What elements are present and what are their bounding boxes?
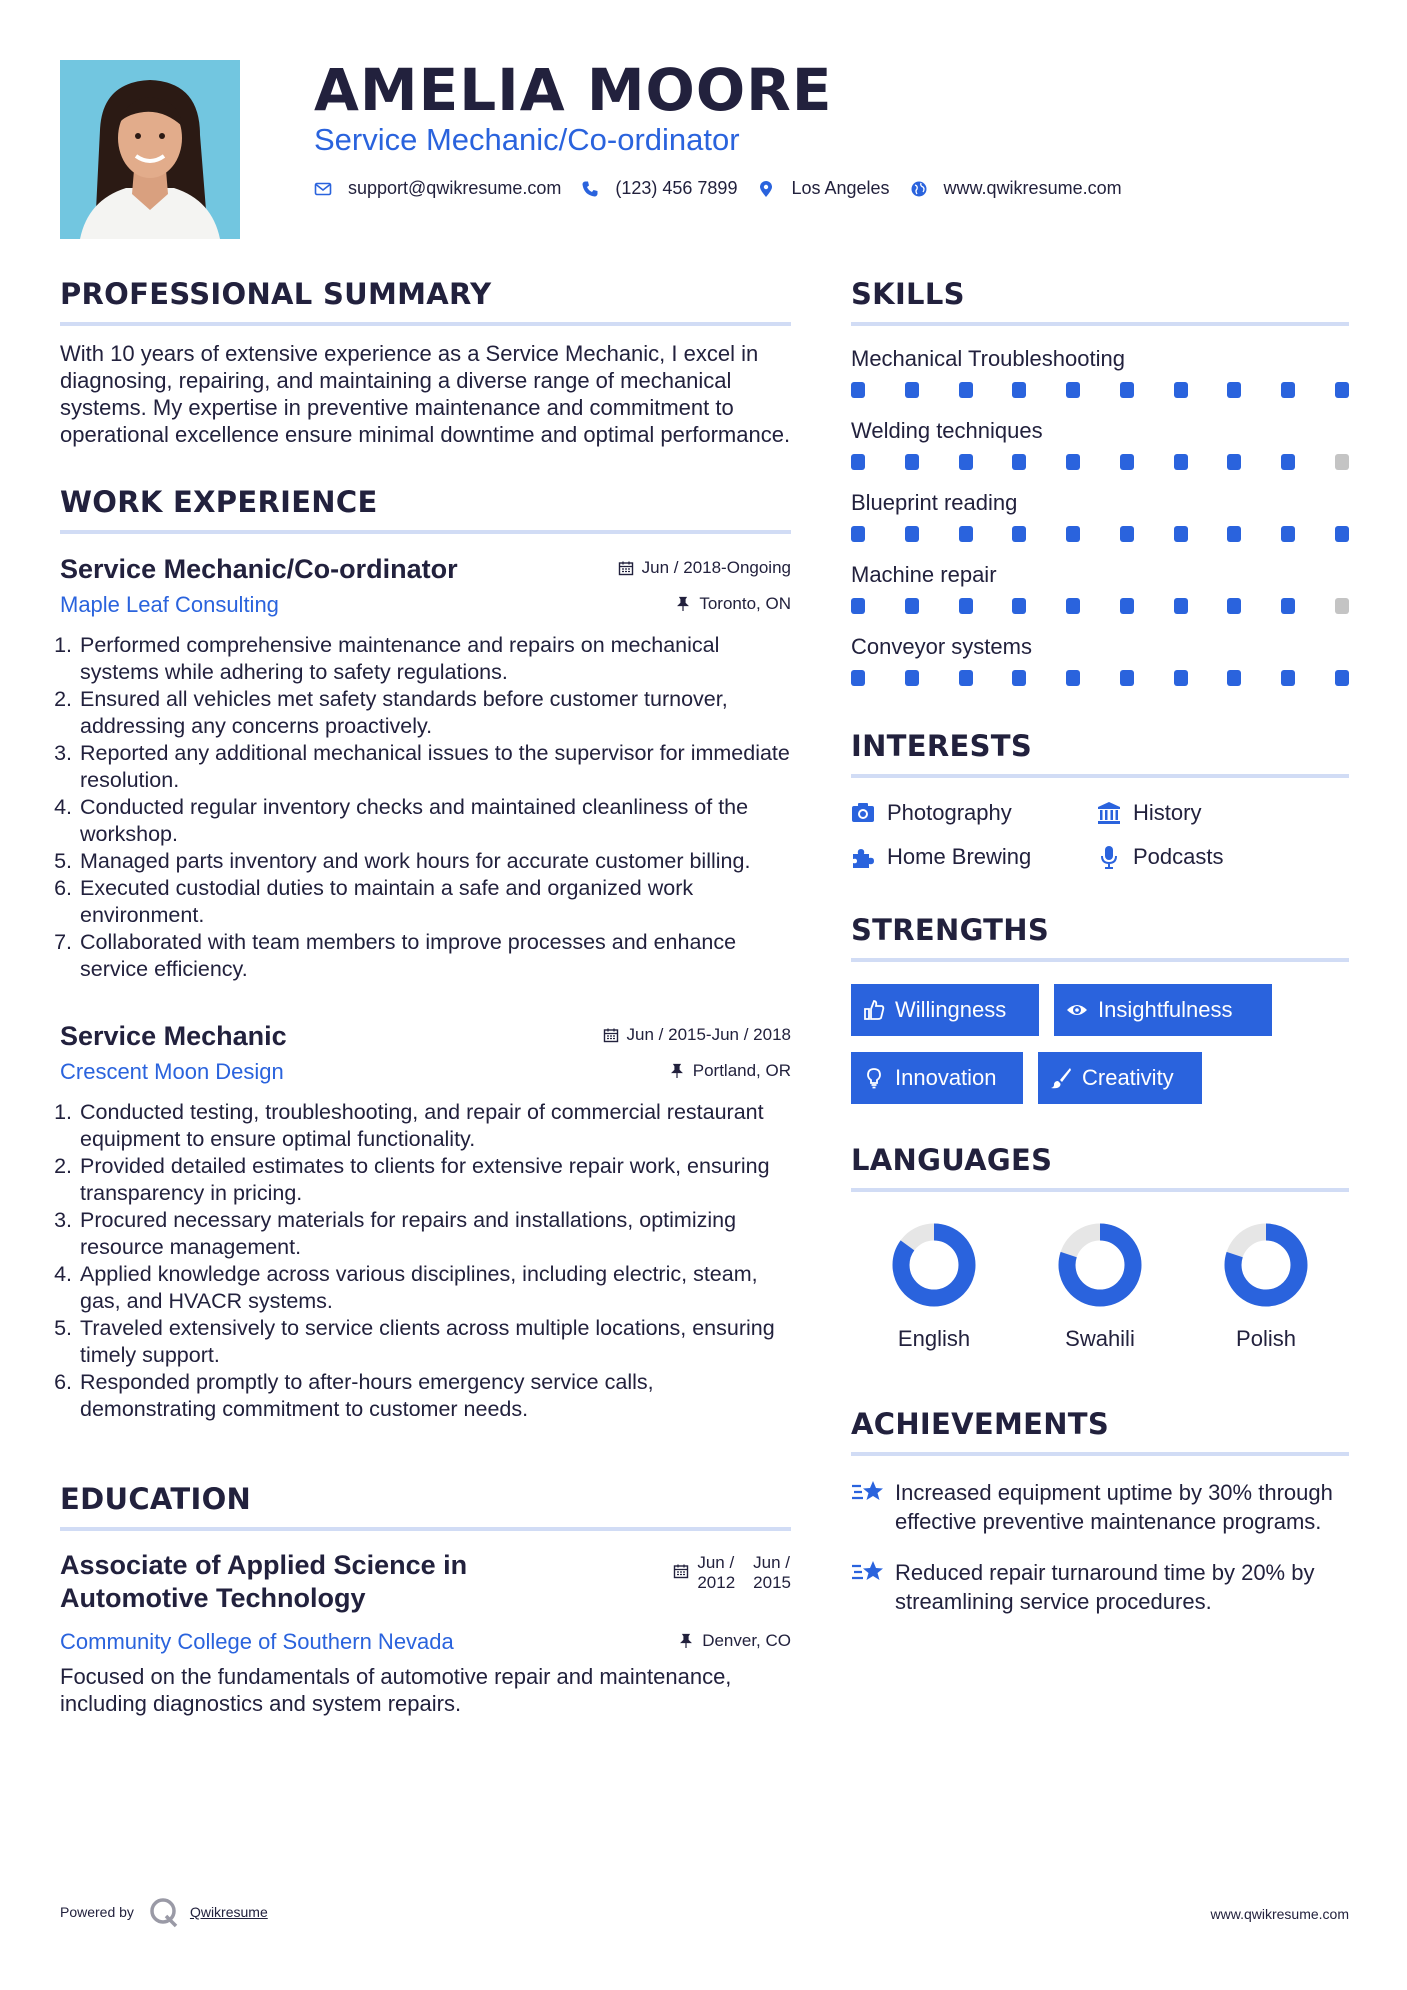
calendar-icon (673, 1563, 689, 1579)
rating-dot-filled (959, 526, 973, 542)
list-item: 5. Traveled extensively to service clients across multiple locations, ensuring timely support. (78, 1315, 791, 1369)
rating-dot-filled (1012, 454, 1026, 470)
summary-title: PROFESSIONAL SUMMARY (60, 274, 791, 326)
rating-dot-filled (1335, 382, 1349, 398)
education-entry (60, 1549, 791, 1717)
rating-dot-empty (1335, 598, 1349, 614)
puzzle-icon (851, 845, 875, 869)
rating-dot-filled (1120, 598, 1134, 614)
skill-rating (851, 454, 1349, 470)
experience-section (60, 482, 791, 1423)
rating-dot-filled (1066, 526, 1080, 542)
rating-dot-filled (905, 454, 919, 470)
rating-dot-filled (1174, 598, 1188, 614)
camera-icon (851, 801, 875, 825)
interest-item (851, 844, 1097, 870)
rating-dot-filled (1174, 670, 1188, 686)
thumbs-up-icon (863, 999, 885, 1021)
powered-by-text: Powered by (60, 1904, 134, 1920)
paintbrush-icon (1050, 1067, 1072, 1089)
rating-dot-filled (1281, 598, 1295, 614)
map-marker-icon (757, 180, 775, 198)
language-gauge (1057, 1222, 1143, 1308)
phone-text: (123) 456 7899 (615, 178, 738, 198)
strength-tag (851, 984, 1039, 1036)
rating-dot-filled (1227, 382, 1241, 398)
skill-rating (851, 598, 1349, 614)
footer-website[interactable]: www.qwikresume.com (1210, 1906, 1349, 1922)
person-portrait-icon (60, 60, 240, 239)
rating-dot-filled (1227, 454, 1241, 470)
achievements-title: ACHIEVEMENTS (851, 1404, 1349, 1456)
rating-dot-filled (1012, 526, 1026, 542)
skill-name: Welding techniques (851, 418, 1043, 443)
rating-dot-filled (851, 670, 865, 686)
contact-bar (314, 178, 1142, 199)
museum-icon (1097, 801, 1121, 825)
list-item: 6. Executed custodial duties to maintain a safe and organized work environment. (78, 875, 791, 929)
rating-dot-filled (1012, 670, 1026, 686)
list-item: 7. Collaborated with team members to improve processes and enhance service efficiency. (78, 929, 791, 983)
rating-dot-filled (1174, 382, 1188, 398)
end-month: Jun / (753, 1553, 791, 1572)
rating-dot-filled (1066, 598, 1080, 614)
qwikresume-logo-icon (148, 1896, 180, 1928)
strength-tag (1054, 984, 1272, 1036)
rating-dot-filled (1335, 670, 1349, 686)
strengths-list (851, 984, 1349, 1104)
education-location-text: Denver, CO (702, 1631, 791, 1650)
job-location-text: Toronto, ON (699, 594, 791, 613)
rating-dot-filled (1281, 382, 1295, 398)
rating-dot-filled (1281, 454, 1295, 470)
interest-label: Podcasts (1133, 844, 1224, 869)
rating-dot-filled (1227, 526, 1241, 542)
languages-section (851, 1140, 1349, 1352)
skill-rating (851, 670, 1349, 686)
interests-list (851, 800, 1349, 870)
footer-powered-by (60, 1896, 268, 1928)
degree-line-2: Automotive Technology (60, 1583, 366, 1613)
strength-tag (1038, 1052, 1202, 1104)
achievement-text: Increased equipment uptime by 30% through effective preventive maintenance programs. (895, 1480, 1333, 1534)
phone-icon (581, 180, 599, 198)
skill-rating (851, 526, 1349, 542)
website-text: www.qwikresume.com (943, 178, 1122, 198)
job-entry (60, 552, 791, 983)
rating-dot-filled (1281, 526, 1295, 542)
interest-label: Photography (887, 800, 1012, 825)
strength-tag (851, 1052, 1023, 1104)
language-name: Swahili (1065, 1326, 1135, 1351)
shooting-star-icon (851, 1558, 885, 1586)
language-name: English (897, 1326, 971, 1351)
rating-dot-filled (851, 382, 865, 398)
end-year: 2015 (753, 1573, 791, 1592)
rating-dot-filled (851, 454, 865, 470)
strengths-title: STRENGTHS (851, 910, 1349, 962)
rating-dot-filled (1120, 382, 1134, 398)
skills-title: SKILLS (851, 274, 1349, 326)
job-bullets (60, 632, 791, 983)
achievement-item (851, 1558, 1349, 1616)
rating-dot-filled (905, 382, 919, 398)
contact-phone[interactable] (581, 178, 737, 199)
achievements-section (851, 1404, 1349, 1616)
education-location (678, 1631, 791, 1651)
strength-label: Innovation (895, 1065, 997, 1090)
skill-name: Machine repair (851, 562, 997, 587)
rating-dot-filled (1120, 670, 1134, 686)
interest-label: History (1133, 800, 1202, 825)
strength-label: Insightfulness (1098, 997, 1233, 1022)
list-item: 1. Performed comprehensive maintenance and repairs on mechanical systems while adhering to safety regulations. (78, 632, 791, 686)
rating-dot-filled (959, 454, 973, 470)
interests-section (851, 726, 1349, 870)
job-title: Service Mechanic/Co-ordinator (60, 554, 458, 584)
interest-item (851, 800, 1097, 826)
language-name: Polish (1236, 1326, 1296, 1351)
rating-dot-filled (905, 526, 919, 542)
rating-dot-filled (1120, 454, 1134, 470)
skill-name: Conveyor systems (851, 634, 1032, 659)
job-dates-text: Jun / 2015-Jun / 2018 (626, 1025, 791, 1044)
strengths-section (851, 910, 1349, 1104)
globe-icon (910, 180, 928, 198)
job-bullets (60, 1099, 791, 1423)
rating-dot-filled (959, 598, 973, 614)
skills-section (851, 274, 1349, 686)
experience-title: WORK EXPERIENCE (60, 482, 791, 534)
end-date (753, 1553, 791, 1593)
strength-label: Creativity (1082, 1065, 1174, 1090)
strength-label: Willingness (895, 997, 1007, 1022)
job-dates-text: Jun / 2018-Ongoing (641, 558, 791, 577)
rating-dot-filled (1066, 382, 1080, 398)
rating-dot-filled (1281, 670, 1295, 686)
rating-dot-filled (1066, 454, 1080, 470)
languages-list (851, 1222, 1349, 1352)
interests-title: INTERESTS (851, 726, 1349, 778)
list-item: 5. Managed parts inventory and work hours for accurate customer billing. (78, 848, 791, 875)
skills-list (851, 344, 1349, 686)
rating-dot-filled (1012, 598, 1026, 614)
job-dates (603, 1025, 791, 1045)
rating-dot-filled (1227, 670, 1241, 686)
job-title: Service Mechanic (60, 1021, 287, 1051)
languages-title: LANGUAGES (851, 1140, 1349, 1192)
start-year: 2012 (697, 1573, 736, 1592)
job-dates (618, 558, 791, 578)
shooting-star-icon (851, 1478, 885, 1506)
start-date (697, 1553, 735, 1593)
language-item (851, 1222, 1017, 1352)
calendar-icon (618, 560, 634, 576)
contact-location (757, 178, 889, 199)
email-text: support@qwikresume.com (348, 178, 562, 198)
rating-dot-filled (1335, 526, 1349, 542)
achievement-item (851, 1478, 1349, 1536)
school-name: Community College of Southern Nevada (60, 1629, 454, 1654)
candidate-name: AMELIA MOORE (314, 56, 833, 124)
education-dates (673, 1553, 791, 1593)
list-item: 6. Responded promptly to after-hours emergency service calls, demonstrating commitment to customer needs. (78, 1369, 791, 1423)
rating-dot-filled (1227, 598, 1241, 614)
rating-dot-filled (1174, 454, 1188, 470)
job-location-text: Portland, OR (692, 1061, 791, 1080)
list-item: 3. Procured necessary materials for repairs and installations, optimizing resource management. (78, 1207, 791, 1261)
interest-item (1097, 844, 1337, 870)
list-item: 4. Applied knowledge across various disciplines, including electric, steam, gas, and HVACR systems. (78, 1261, 791, 1315)
list-item: 3. Reported any additional mechanical issues to the supervisor for immediate resolution. (78, 740, 791, 794)
contact-website[interactable] (910, 178, 1122, 199)
left-column (60, 274, 791, 1717)
summary-section (60, 274, 791, 448)
microphone-icon (1097, 845, 1121, 869)
eye-icon (1066, 999, 1088, 1021)
job-location (669, 1061, 791, 1081)
interest-item (1097, 800, 1337, 826)
pin-icon (678, 1633, 694, 1649)
job-company: Maple Leaf Consulting (60, 592, 279, 617)
rating-dot-filled (1174, 526, 1188, 542)
list-item: 4. Conducted regular inventory checks and maintained cleanliness of the workshop. (78, 794, 791, 848)
job-company: Crescent Moon Design (60, 1059, 284, 1084)
candidate-role: Service Mechanic/Co-ordinator (314, 122, 740, 157)
calendar-icon (603, 1027, 619, 1043)
language-item (1017, 1222, 1183, 1352)
education-section (60, 1479, 791, 1717)
rating-dot-filled (1120, 526, 1134, 542)
degree-line-1: Associate of Applied Science in (60, 1550, 468, 1580)
rating-dot-filled (959, 382, 973, 398)
contact-email[interactable] (314, 178, 561, 199)
language-item (1183, 1222, 1349, 1352)
lightbulb-icon (863, 1067, 885, 1089)
location-text: Los Angeles (791, 178, 890, 198)
education-description: Focused on the fundamentals of automotive repair and maintenance, including diagnostics and system repairs. (60, 1664, 732, 1716)
rating-dot-filled (851, 598, 865, 614)
rating-dot-filled (905, 598, 919, 614)
rating-dot-empty (1335, 454, 1349, 470)
language-gauge (891, 1222, 977, 1308)
list-item: 2. Provided detailed estimates to clients for extensive repair work, ensuring transparency in pricing. (78, 1153, 791, 1207)
rating-dot-filled (851, 526, 865, 542)
start-month: Jun / (697, 1553, 735, 1572)
rating-dot-filled (1066, 670, 1080, 686)
interest-label: Home Brewing (887, 844, 1032, 869)
pin-icon (669, 1063, 685, 1079)
brand-link[interactable]: Qwikresume (189, 1904, 268, 1920)
right-column (851, 274, 1349, 1616)
language-gauge (1223, 1222, 1309, 1308)
pin-icon (675, 596, 691, 612)
skill-name: Mechanical Troubleshooting (851, 346, 1125, 371)
rating-dot-filled (1012, 382, 1026, 398)
skill-name: Blueprint reading (851, 490, 1018, 515)
job-entry (60, 1019, 791, 1423)
rating-dot-filled (959, 670, 973, 686)
list-item: 1. Conducted testing, troubleshooting, and repair of commercial restaurant equipment to ensure optimal functionality. (78, 1099, 791, 1153)
envelope-icon (314, 180, 332, 198)
job-location (675, 594, 791, 614)
education-title: EDUCATION (60, 1479, 791, 1531)
profile-photo (60, 60, 240, 239)
skill-rating (851, 382, 1349, 398)
rating-dot-filled (905, 670, 919, 686)
achievement-text: Reduced repair turnaround time by 20% by streamlining service procedures. (895, 1560, 1315, 1614)
summary-text: With 10 years of extensive experience as a Service Mechanic, I excel in diagnosing, repairing, and maintaining a diverse range of mechanical systems. My expertise in preventive maintenance and commitment to operational excellence ensure minimal downtime and optimal performance. (60, 341, 791, 447)
list-item: 2. Ensured all vehicles met safety standards before customer turnover, addressing any concerns proactively. (78, 686, 791, 740)
